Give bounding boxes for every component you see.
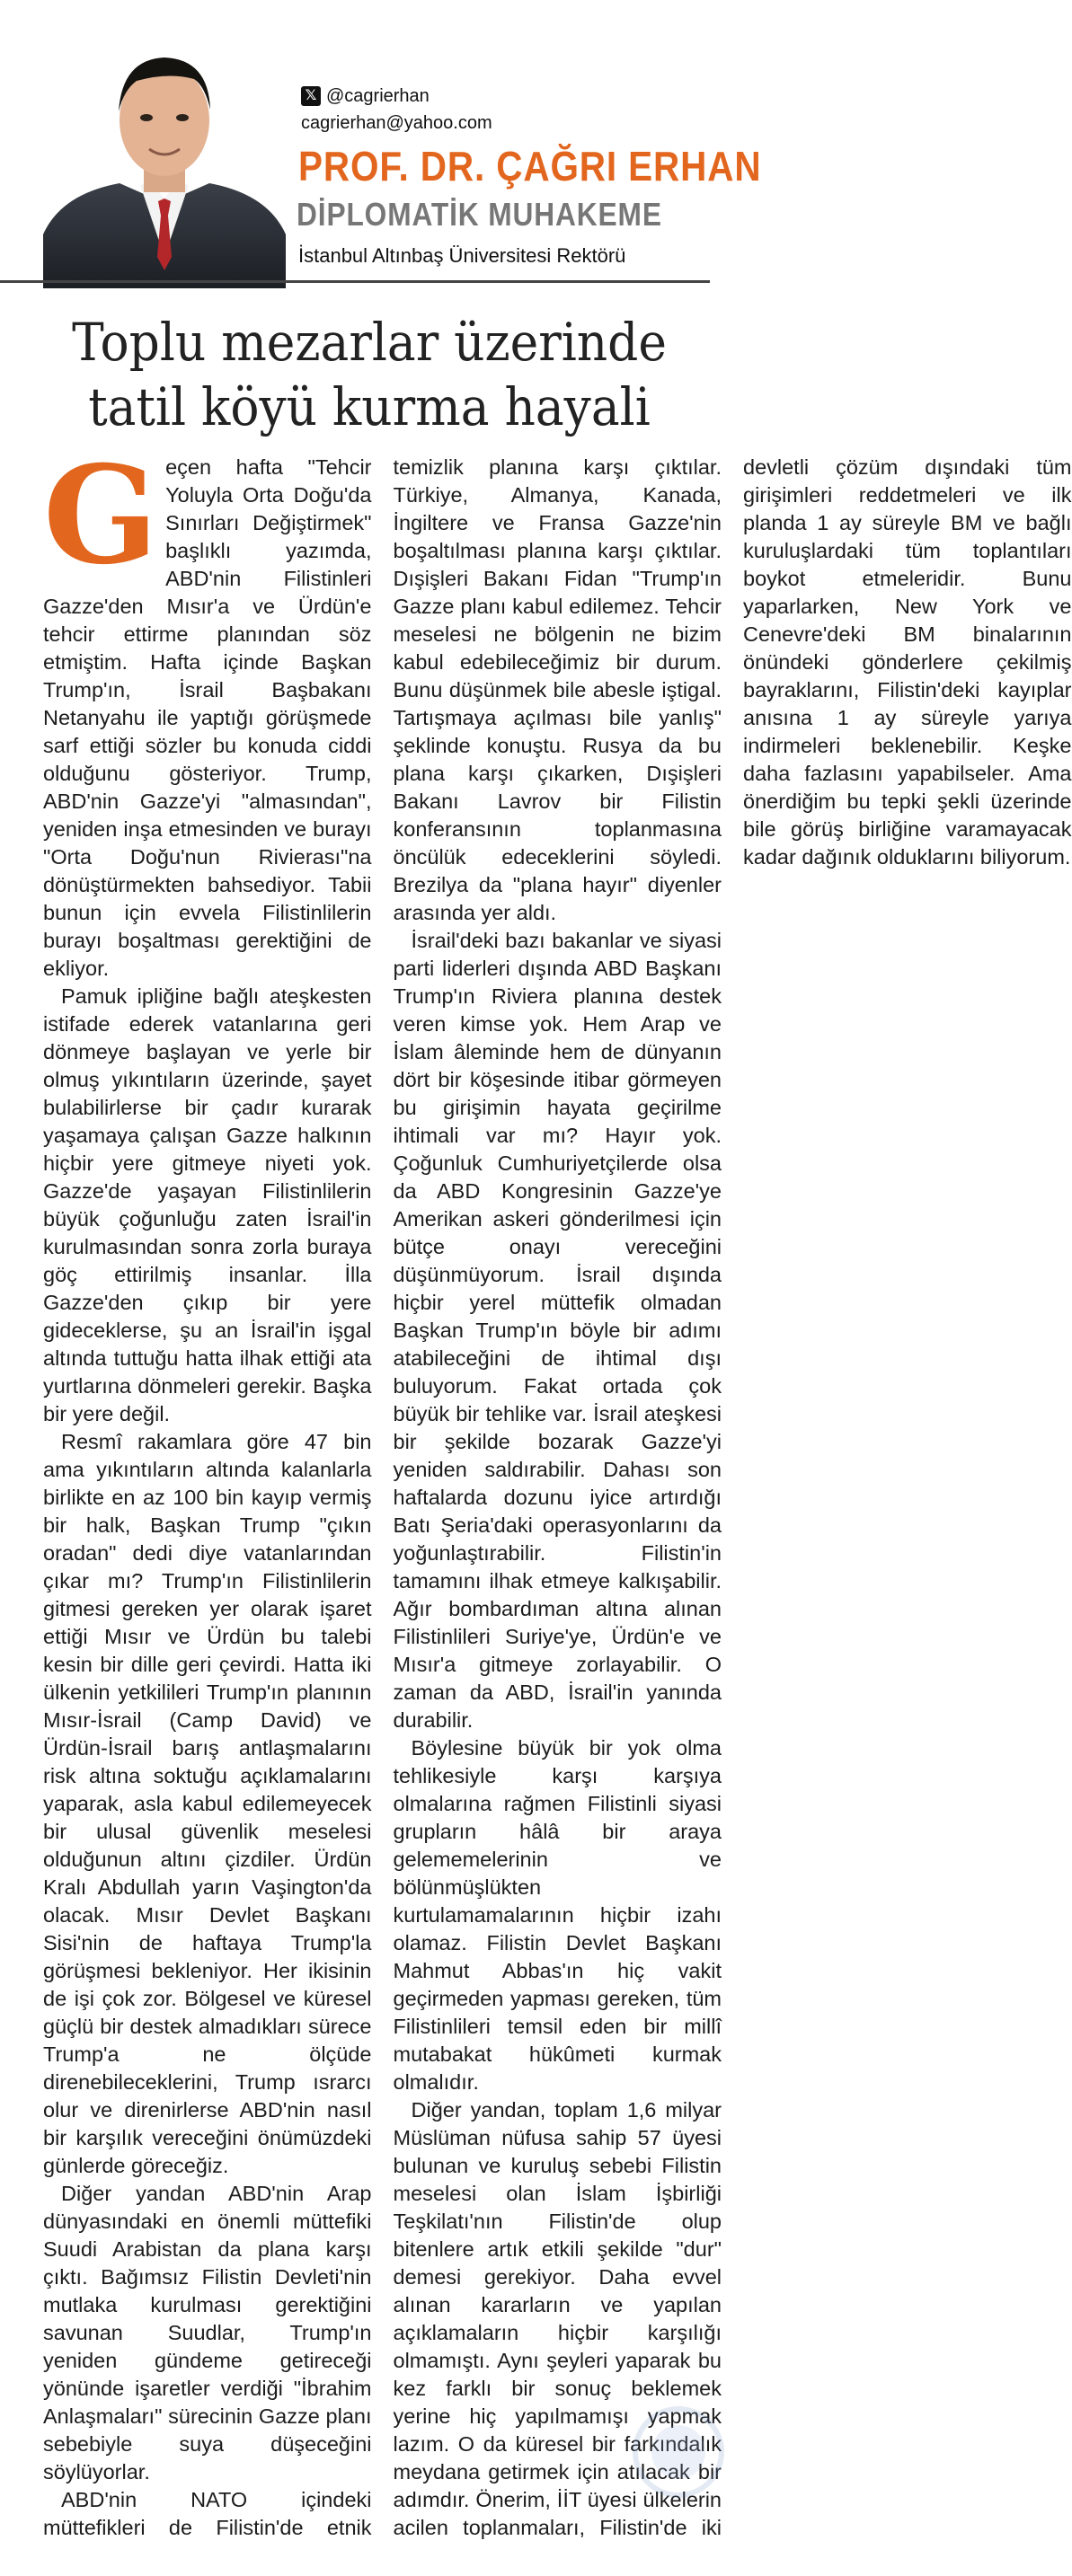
paragraph: Diğer yandan, toplam 1,6 milyar Müslüman nüfusa sahip 57 üyesi bulunan ve kuruluş sebebi Filistin meselesi olan İslam İşbirliği Teşkilatı'nın Filistin'de olup bitenlere artık etkili şekilde "dur" demesi gerekiyor. Daha evvel alınan kararların ve yapılan açıklamaların hiçbir karşılığı olmamıştı. Aynı şeyleri yaparak bu kez farklı bir sonuç beklemek yerine hiç yapılmamışı yapmak lazım. O da küresel bir farkındalık meydana getirmek için atılacak bir adımdır. Önerim, İİT üyesi ülkelerin acilen toplanmaları, Filistin'de iki devletli çözüm dışındaki tüm girişimleri reddetmeleri ve ilk planda 1 ay süreyle BM ve bağlı kuruluşlardaki tüm toplantıları boykot etmeleridir. Bunu yaparlarken, New York ve Cenevre'deki BM binalarının önündeki gönderlere çekilmiş bayraklarını, Filistin'deki kayıplar anısına 1 ay süreyle yarıya indirmeleri beklenebilir. Keşke daha fazlasını yapabilseler. Ama önerdiğim bu tepki şekli üzerinde bile görüş birliğine varamayacak kadar dağınık olduklarını biliyorum. — [393, 455, 1072, 2539]
paragraph: ABD'nin NATO içindeki müttefikleri de Filistin'de etnik temizlik planına karşı çıktılar. Türkiye, Almanya, Kanada, İngiltere ve Fransa Gazze'nin boşaltılması planına karşı çıktılar. Dışişleri Bakanı Fidan "Trump'ın Gazze planı kabul edilemez. Tehcir meselesi ne bölgenin ne bizim kabul edebileceğimiz bir durum. Bunu düşünmek bile abesle iştigal. Tartışmaya açılması bile yanlış" şeklinde konuştu. Rusya da bu plana karşı çıkarken, Dışişleri Bakanı Lavrov bir Filistin konferansının toplanmasına öncülük edeceklerini söyledi. Brezilya da "plana hayır" diyenler arasında yer aldı. — [43, 455, 722, 2539]
paragraph: Diğer yandan ABD'nin Arap dünyasındaki en önemli müttefiki Suudi Arabistan da plana karşı çıktı. Bağımsız Filistin Devleti'nin mutlaka kurulması gerektiğini savunan Suudlar, Trump'ın yeniden gündeme getireceği yönünde işaretler verdiği "İbrahim Anlaşmaları" sürecinin Gazze planı sebebiyle suya düşeceğini söylüyorlar. — [43, 2182, 372, 2483]
twitter-row[interactable] — [301, 83, 492, 110]
paragraph: Pamuk ipliğine bağlı ateşkesten istifade ederek vatanlarına geri dönmeye başlayan ve yerle bir olmuş yıkıntıların üzerinde, şayet bulabilirlerse bir çadır kurarak yaşamaya çalışan Gazze halkının hiçbir yere gitmeye niyeti yok. Gazze'de yaşayan Filistinlilerin büyük çoğunluğu zaten İsrail'in kurulmasından sonra zorla buraya göç ettirilmiş insanlar. İlla Gazze'den çıkıp bir yere gideceklerse, şu an İsrail'in işgal altında tuttuğu hatta ilhak ettiği ata yurtlarına dönmeleri gerekir. Başka bir yere değil. — [43, 984, 372, 1425]
twitter-handle[interactable]: @cagrierhan — [326, 86, 430, 106]
drop-cap: G — [43, 437, 159, 595]
author-photo — [43, 23, 286, 288]
column-name: DİPLOMATİK MUHAKEME — [297, 196, 662, 233]
paragraph: İsrail'deki bazı bakanlar ve siyasi parti liderleri dışında ABD Başkanı Trump'ın Riviera planına destek veren kimse yok. Hem Arap ve İslam âleminde hem de dünyanın dört bir köşesinde itibar görmeyen bu girişimin hayata geçirilme ihtimali var mı? Hayır yok. Çoğunluk Cumhuriyetçilerde olsa da ABD Kongresinin Gazze'ye Amerikan askeri gönderilmesi için bütçe onayı vereceğini düşünmüyorum. İsrail dışında hiçbir yerel müttefik olmadan Başkan Trump'ın böyle bir adımı atabileceğini de ihtimal dışı buluyorum. Fakat ortada çok büyük bir tehlike var. İsrail ateşkesi bir şekilde bozarak Gazze'yi yeniden saldırabilir. Dahası son haftalarda dozunu iyice artırdığı Batı Şeria'daki operasyonlarını da yoğunlaştırabilir. Filistin'in tamamını ilhak etmeye kalkışabilir. Ağır bombardıman altına alınan Filistinlileri Suriye'ye, Ürdün'e ve Mısır'a gitmeye zorlayabilir. O zaman da ABD, İsrail'in yanında durabilir. — [393, 929, 722, 1732]
email-address[interactable]: cagrierhan@yahoo.com — [301, 113, 492, 133]
article-headline: Toplu mezarlar üzerinde tatil köyü kurma hayali — [72, 312, 667, 437]
author-name: PROF. DR. ÇAĞRI ERHAN — [298, 143, 762, 190]
header-divider — [0, 280, 710, 283]
column-header — [0, 0, 762, 292]
paragraph: Resmî rakamlara göre 47 bin ama yıkıntıların altında kalanlarla birlikte en az 100 bin kayıp vermiş bir halk, Başkan Trump "çıkın oradan" dedi diye vatanlarından çıkar mı? Trump'ın Filistinlilerin gitmesi gereken yer olarak işaret ettiği Mısır ve Ürdün bu talebi kesin bir dille geri çevirdi. Hatta iki ülkenin yetkilileri Trump'ın planının Mısır-İsrail (Camp David) ve Ürdün-İsrail barış antlaşmalarını risk altına soktuğu açıklamalarını yaparak, asla kabul edilemeyecek bir ulusal güvenlik meselesi olduğunun altını çizdiler. Ürdün Kralı Abdullah yarın Vaşington'da olacak. Mısır Devlet Başkanı Sisi'nin de haftaya Trump'la görüşmesi bekleniyor. Her ikisinin de işi çok zor. Bölgesel ve küresel güçlü bir destek almadıkları sürece Trump'a ne ölçüde direnebileceklerini, Trump ısrarcı olur ve direnirlerse ABD'nin nasıl bir karşılık vereceğini önümüzdeki günlerde göreceğiz. — [43, 1430, 372, 2177]
author-contact — [301, 83, 492, 137]
paragraph: Böylesine büyük bir yok olma tehlikesiyle karşı karşıya olmalarına rağmen Filistinli siyasi grupların hâlâ bir araya gelememelerinin ve bölünmüşlükten kurtulamamalarının hiçbir izahı olamaz. Filistin Devlet Başkanı Mahmut Abbas'ın hiç vakit geçirmeden yapması gereken, tüm Filistinlileri temsil eden bir millî mutabakat hükûmeti kurmak olmalıdır. — [393, 1736, 722, 2094]
email-row[interactable] — [301, 110, 492, 137]
x-logo-icon: 𝕏 — [301, 86, 321, 106]
author-affiliation: İstanbul Altınbaş Üniversitesi Rektörü — [298, 244, 626, 267]
article-body — [43, 437, 1072, 2555]
paragraph: Geçen hafta "Tehcir Yoluyla Orta Doğu'da Sınırları Değiştirmek" başlıklı yazımda, ABD'nin Filistinleri Gazze'den Mısır'a ve Ürdün'e tehcir ettirme planından söz etmiştim. Hafta içinde Başkan Trump'ın, İsrail Başbakanı Netanyahu ile yaptığı görüşmede sarf ettiği sözler bu konuda ciddi olduğunu gösteriyor. Trump, ABD'nin Gazze'yi "almasından", yeniden inşa etmesinden ve burayı "Orta Doğu'nun Rivierası"na dönüştürmekten bahsediyor. Tabii bunun için evvela Filistinlilerin burayı boşaltması gerektiğini de ekliyor. — [43, 437, 372, 980]
watermark-seal — [629, 2389, 728, 2515]
